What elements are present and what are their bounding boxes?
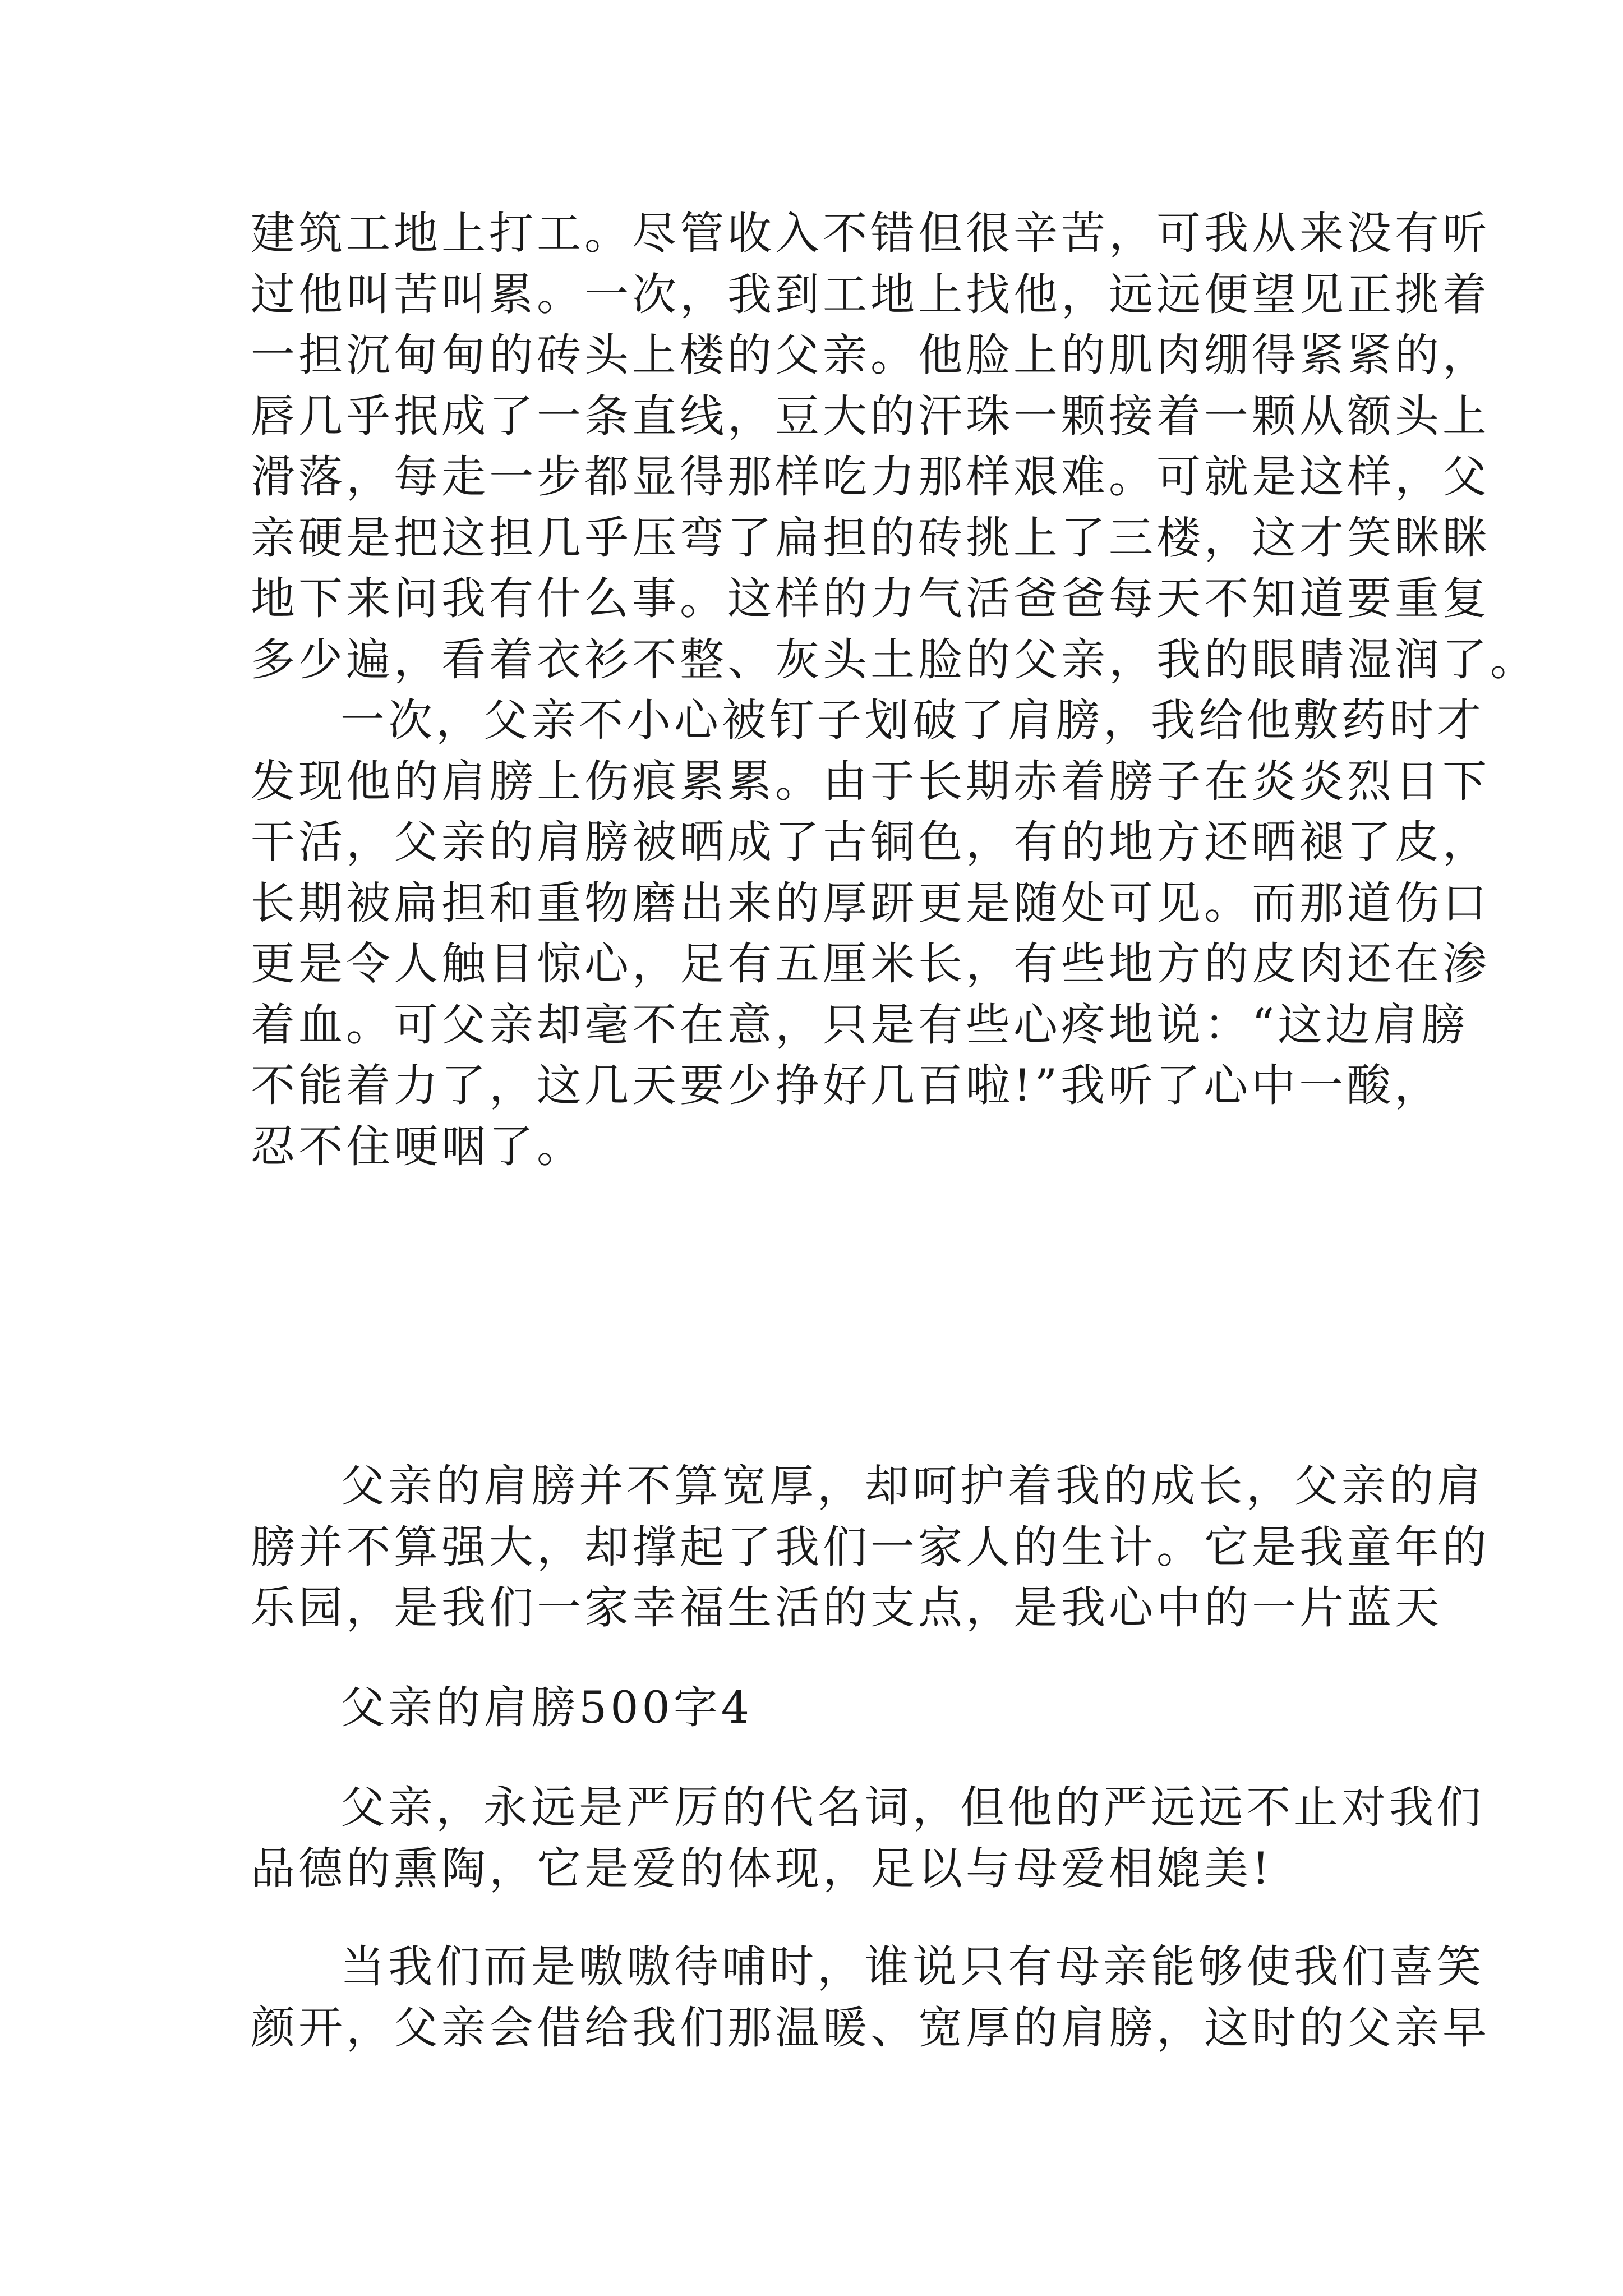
text-line: 一担沉甸甸的砖头上楼的父亲。他脸上的肌肉绷得紧紧的， [251,329,1490,381]
text-line: 地下来问我有什么事。这样的力气活爸爸每天不知道要重复 [251,573,1490,624]
paragraph-infancy [251,1936,1490,2058]
text-line: 乐园，是我们一家幸福生活的支点，是我心中的一片蓝天 [251,1582,1442,1634]
text-line: 多少遍，看着衣衫不整、灰头土脸的父亲，我的眼睛湿润了。 [251,633,1538,685]
text-line: 干活，父亲的肩膀被晒成了古铜色，有的地方还晒褪了皮， [251,816,1490,868]
text-line: 父亲，永远是严厉的代名词，但他的严远远不止对我们 [340,1782,1484,1833]
paragraph-continuation [251,203,1538,690]
paragraph-shoulder-wound [251,690,1490,1177]
text-line: 一次，父亲不小心被钉子划破了肩膀，我给他敷药时才 [340,694,1484,746]
text-line: 颜开，父亲会借给我们那温暖、宽厚的肩膀，这时的父亲早 [251,2001,1490,2054]
text-line: 品德的熏陶，它是爱的体现，足以与母爱相媲美! [251,1842,1273,1894]
text-line: 忍不住哽咽了。 [251,1120,584,1172]
section-heading [251,1677,1406,1738]
heading-line: 父亲的肩膀500字4 [340,1682,753,1733]
text-line: 不能着力了，这几天要少挣好几百啦!”我听了心中一酸， [251,1060,1442,1111]
paragraph-conclusion [251,1456,1490,1639]
text-line: 父亲的肩膀并不算宽厚，却呵护着我的成长，父亲的肩 [340,1460,1484,1512]
text-line: 亲硬是把这担几乎压弯了扁担的砖挑上了三楼，这才笑眯眯 [251,512,1490,564]
text-line: 滑落，每走一步都显得那样吃力那样艰难。可就是这样，父 [251,451,1490,503]
text-line: 过他叫苦叫累。一次，我到工地上找他，远远便望见正挑着 [251,268,1490,320]
text-line: 发现他的肩膀上伤痕累累。由于长期赤着膀子在炎炎烈日下 [251,755,1490,807]
text-line: 膀并不算强大，却撑起了我们一家人的生计。它是我童年的 [251,1521,1490,1573]
text-line: 更是令人触目惊心，足有五厘米长，有些地方的皮肉还在渗 [251,938,1490,990]
text-line: 建筑工地上打工。尽管收入不错但很辛苦，可我从来没有听 [251,208,1490,259]
text-line: 着血。可父亲却毫不在意，只是有些心疼地说：“这边肩膀 [251,999,1469,1051]
paragraph-strict-father [251,1777,1484,1899]
text-line: 唇几乎抿成了一条直线，豆大的汗珠一颗接着一颗从额头上 [251,390,1490,442]
text-line: 长期被扁担和重物磨出来的厚趼更是随处可见。而那道伤口 [251,877,1490,929]
text-line: 当我们而是嗷嗷待哺时，谁说只有母亲能够使我们喜笑 [340,1941,1484,1993]
